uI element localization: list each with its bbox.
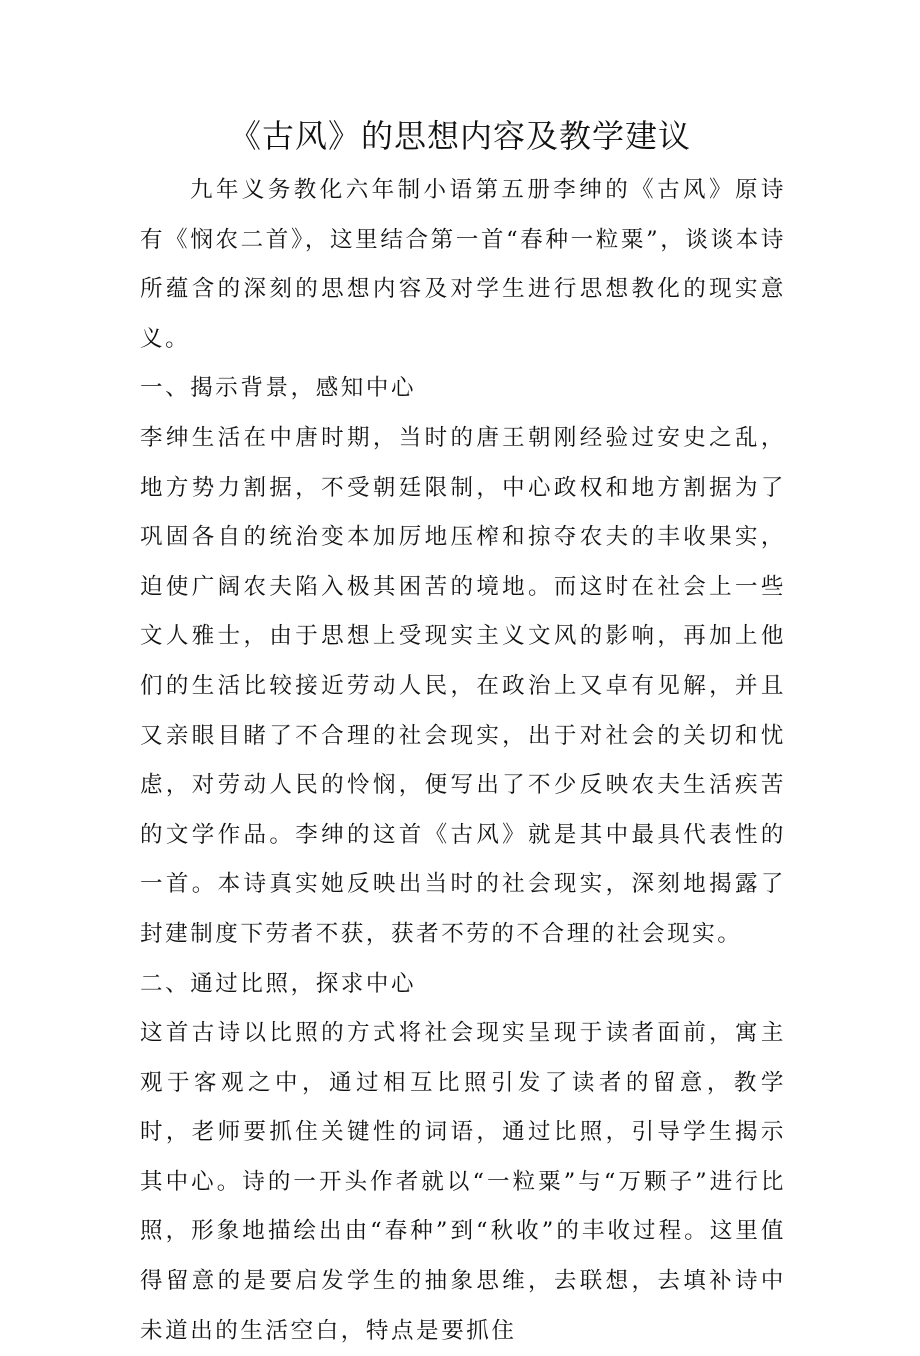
section-2-paragraph: 这首古诗以比照的方式将社会现实呈现于读者面前，寓主观于客观之中，通过相互比照引发了读者的留意，教学时，老师要抓住关键性的词语，通过比照，引导学生揭示其中心。诗的一开头作者就以“一粒粟”与“万颗子”进行比照，形象地描绘出由“春种”到“秋收”的丰收过程。这里值得留意的是要启发学生的抽象思维，去联想，去填补诗中未道出的生活空白，特点是要抓住 bbox=[140, 1020, 786, 1344]
document-title: 《古风》的思想内容及教学建议 bbox=[228, 117, 691, 155]
section-1-paragraph: 李绅生活在中唐时期，当时的唐王朝刚经验过安史之乱，地方势力割据，不受朝廷限制，中心政权和地方割据为了巩固各自的统治变本加厉地压榨和掠夺农夫的丰收果实，迫使广阔农夫陷入极其困苦的境地。而这时在社会上一些文人雅士，由于思想上受现实主义文风的影响，再加上他们的生活比较接近劳动人民，在政治上又卓有见解，并且又亲眼目睹了不合理的社会现实，出于对社会的关切和忧虑，对劳动人民的怜悯，便写出了不少反映农夫生活疾苦的文学作品。李绅的这首《古风》就是其中最具代表性的一首。本诗真实她反映出当时的社会现实，深刻地揭露了封建制度下劳者不获，获者不劳的不合理的社会现实。 bbox=[140, 424, 786, 947]
section-heading-2: 二、通过比照，探求中心 bbox=[140, 970, 417, 997]
section-heading-1: 一、揭示背景，感知中心 bbox=[140, 375, 417, 402]
document-body bbox=[140, 166, 786, 1356]
intro-paragraph: 九年义务教化六年制小语第五册李绅的《古风》原诗有《悯农二首》，这里结合第一首“春种一粒粟”，谈谈本诗所蕴含的深刻的思想内容及对学生进行思想教化的现实意义。 bbox=[140, 177, 786, 352]
